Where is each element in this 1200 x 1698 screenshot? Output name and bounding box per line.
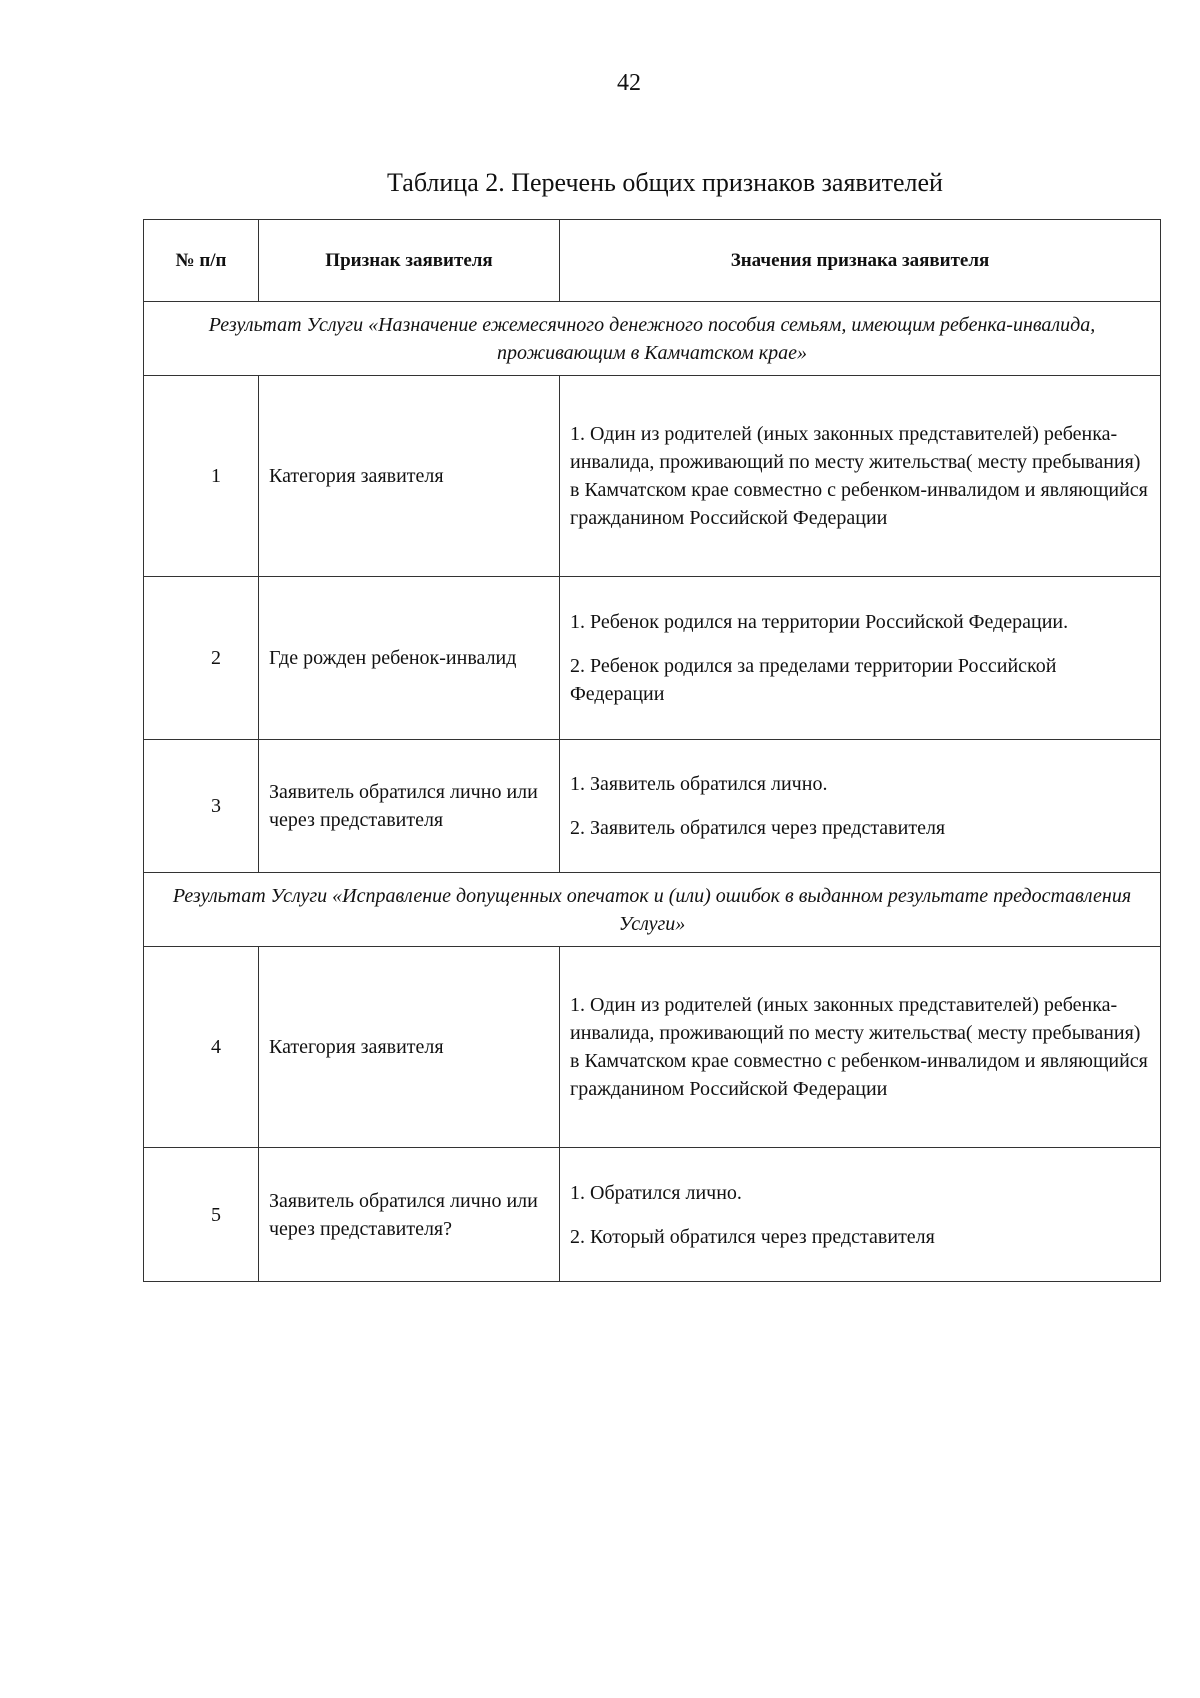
row-values <box>560 947 1161 1148</box>
row-attribute: Заявитель обратился лично или через представителя? <box>259 1148 560 1282</box>
row-attribute: Категория заявителя <box>259 376 560 577</box>
table-row <box>144 740 1161 873</box>
row-number: 2 <box>144 577 259 740</box>
row-values <box>560 1148 1161 1282</box>
section-title: Результат Услуги «Назначение ежемесячного денежного пособия семьям, имеющим ребенка-инвалида, проживающим в Камчатском крае» <box>144 302 1161 376</box>
table-header-row <box>144 220 1161 302</box>
value-item: 2. Ребенок родился за пределами территории Российской Федерации <box>570 655 1057 705</box>
row-number: 1 <box>144 376 259 577</box>
value-item: 1. Ребенок родился на территории Российской Федерации. <box>570 611 1069 633</box>
row-values <box>560 376 1161 577</box>
value-item: 2. Который обратился через представителя <box>570 1225 935 1248</box>
value-item: 1. Обратился лично. <box>570 1181 742 1204</box>
header-num: № п/п <box>144 220 259 302</box>
row-number: 4 <box>144 947 259 1148</box>
value-item: 2. Заявитель обратился через представителя <box>570 817 946 839</box>
page-number: 42 <box>617 70 641 96</box>
section-row <box>144 873 1161 947</box>
row-values <box>560 577 1161 740</box>
row-values <box>560 740 1161 873</box>
header-attribute: Признак заявителя <box>259 220 560 302</box>
value-item: 1. Заявитель обратился лично. <box>570 773 828 795</box>
value-item: 1. Один из родителей (иных законных представителей) ребенка-инвалида, проживающий по месту жительства( месту пребывания) в Камчатском крае совместно с ребенком-инвалидом и являющийся гражданином Российской Федерации <box>570 423 1148 529</box>
row-number: 3 <box>144 740 259 873</box>
row-attribute: Заявитель обратился лично или через представителя <box>259 740 560 873</box>
table-row <box>144 376 1161 577</box>
table-row <box>144 577 1161 740</box>
table-row <box>144 947 1161 1148</box>
row-attribute: Категория заявителя <box>259 947 560 1148</box>
section-row <box>144 302 1161 376</box>
table-caption: Таблица 2. Перечень общих признаков заявителей <box>387 168 943 197</box>
row-attribute: Где рожден ребенок-инвалид <box>259 577 560 740</box>
section-title: Результат Услуги «Исправление допущенных опечаток и (или) ошибок в выданном результате предоставления Услуги» <box>144 873 1161 947</box>
header-values: Значения признака заявителя <box>560 220 1161 302</box>
row-number: 5 <box>144 1148 259 1282</box>
table-row <box>144 1148 1161 1282</box>
applicant-criteria-table <box>143 219 1161 1282</box>
value-item: 1. Один из родителей (иных законных представителей) ребенка-инвалида, проживающий по месту жительства( месту пребывания) в Камчатском крае совместно с ребенком-инвалидом и являющийся гражданином Российской Федерации <box>570 994 1148 1100</box>
